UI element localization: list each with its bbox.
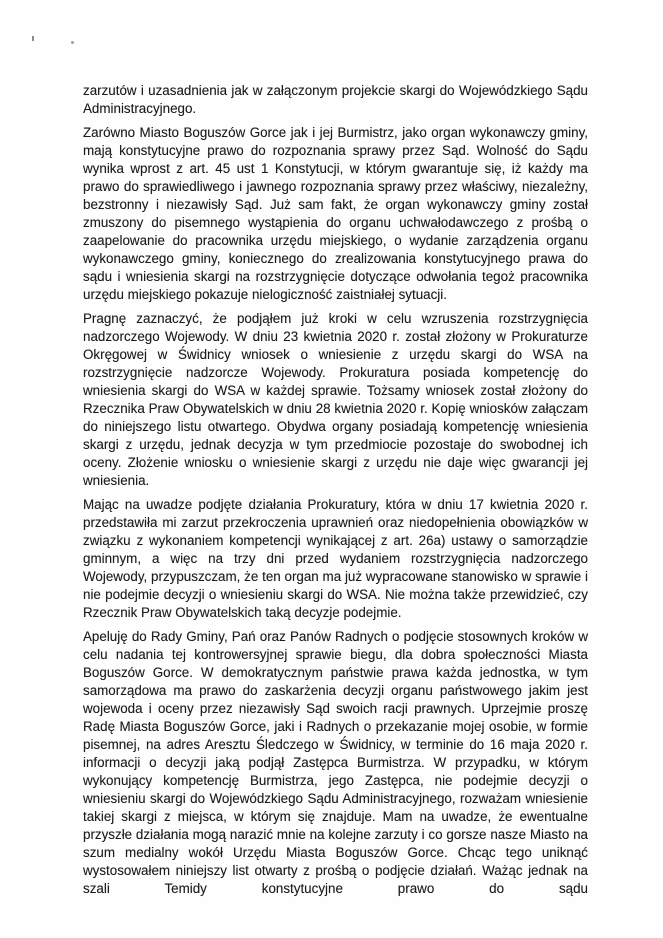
paragraph-prosecutor-motions: Pragnę zaznaczyć, że podjąłem już kroki w celu wzruszenia rozstrzygnięcia nadzorczego Wojewody. W dniu 23 kwietnia 2020 r. został złożony w Prokuraturze Okręgowej w Świdnicy wniosek o wniesienie z urzędu skargi do WSA na rozstrzygnięcie nadzorcze Wojewody. Prokuratura posiada kompetencję do wniesienia skargi do WSA w każdej sprawie. Tożsamy wniosek został złożony do Rzecznika Praw Obywatelskich w dniu 28 kwietnia 2020 r. Kopię wniosków załączam do niniejszego listu otwartego. Obydwa organy posiadają kompetencję wniesienia skargi z urzędu, jednak decyzja w tym przedmiocie pozostaje do swobodnej ich oceny. Złożenie wniosku o wniesienie skargi z urzędu nie daje więc gwarancji jej wniesienia. [83,311,588,488]
paragraph-constitutional-right: Zarówno Miasto Boguszów Gorce jak i jej Burmistrz, jako organ wykonawczy gminy, mają konstytucyjne prawo do rozpoznania sprawy przez Sąd. Wolność do Sądu wynika wprost z art. 45 ust 1 Konstytucji, w którym gwarantuje się, iż każdy ma prawo do sprawiedliwego i jawnego rozpoznania sprawy przez właściwy, niezależny, bezstronny i niezawisły Sąd. Już sam fakt, że organ wykonawczy gminy został zmuszony do pisemnego wystąpienia do organu uchwałodawczego z prośbą o zaapelowanie do pracownika urzędu miejskiego, o wydanie zarządzenia organu wykonawczego gminy, koniecznego do zrealizowania konstytucyjnego prawa do sądu i wniesienia skargi na rozstrzygnięcie dotyczące odwołania tegoż pracownika urzędu miejskiego pokazuje nielogiczność zaistniałej sytuacji. [83,125,588,302]
scan-speckle [32,36,34,41]
paragraph-appeal-to-council: Apeluję do Rady Gminy, Pań oraz Panów Radnych o podjęcie stosownych kroków w celu nadania tej kontrowersyjnej sprawie biegu, dla dobra społeczności Miasta Boguszów Gorce. W demokratycznym państwie prawa każda jednostka, w tym samorządowa ma prawo do zaskarżenia decyzji organu państwowego jakim jest wojewoda i oceny przez niezawisły Sąd swoich racji prawnych. Uprzejmie proszę Radę Miasta Boguszów Gorce, jaki i Radnych o przekazanie mojej osobie, w formie pisemnej, na adres Aresztu Śledczego w Świdnicy, w terminie do 16 maja 2020 r. informacji o decyzji jaką podjął Zastępca Burmistrza. W przypadku, w którym wykonujący kompetencję Burmistrza, jego Zastępca, nie podejmie decyzji o wniesieniu skargi do Wojewódzkiego Sądu Administracyjnego, rozważam wniesienie takiej skargi z miejsca, w którym się znajduje. Mam na uwadze, że ewentualne przyszłe działania mogą narazić mnie na kolejne zarzuty i co gorsze nasze Miasto na szum medialny wokół Urzędu Miasta Boguszów Gorce. Chcąc tego uniknąć wystosowałem niniejszy list otwarty z prośbą o podjęcie działań. Ważąc jednak na szali Temidy konstytucyjne prawo do sądu [83,629,588,896]
scan-speckle [71,41,74,44]
paragraph-continuation: zarzutów i uzasadnienia jak w załączonym projekcie skargi do Wojewódzkiego Sądu Administracyjnego. [83,83,588,116]
letter-body [83,82,588,904]
paragraph-charges-and-doubts: Mając na uwadze podjęte działania Prokuratury, która w dniu 17 kwietnia 2020 r. przedstawiła mi zarzut przekroczenia uprawnień oraz niedopełnienia obowiązków w związku z wykonaniem kompetencji wynikającej z art. 26a) ustawy o samorządzie gminnym, a więc na trzy dni przed wydaniem rozstrzygnięcia nadzorczego Wojewody, przypuszczam, że ten organ ma już wypracowane stanowisko w sprawie i nie podejmie decyzji o wniesieniu skargi do WSA. Nie można także przewidzieć, czy Rzecznik Praw Obywatelskich taką decyzje podejmie. [83,497,588,620]
